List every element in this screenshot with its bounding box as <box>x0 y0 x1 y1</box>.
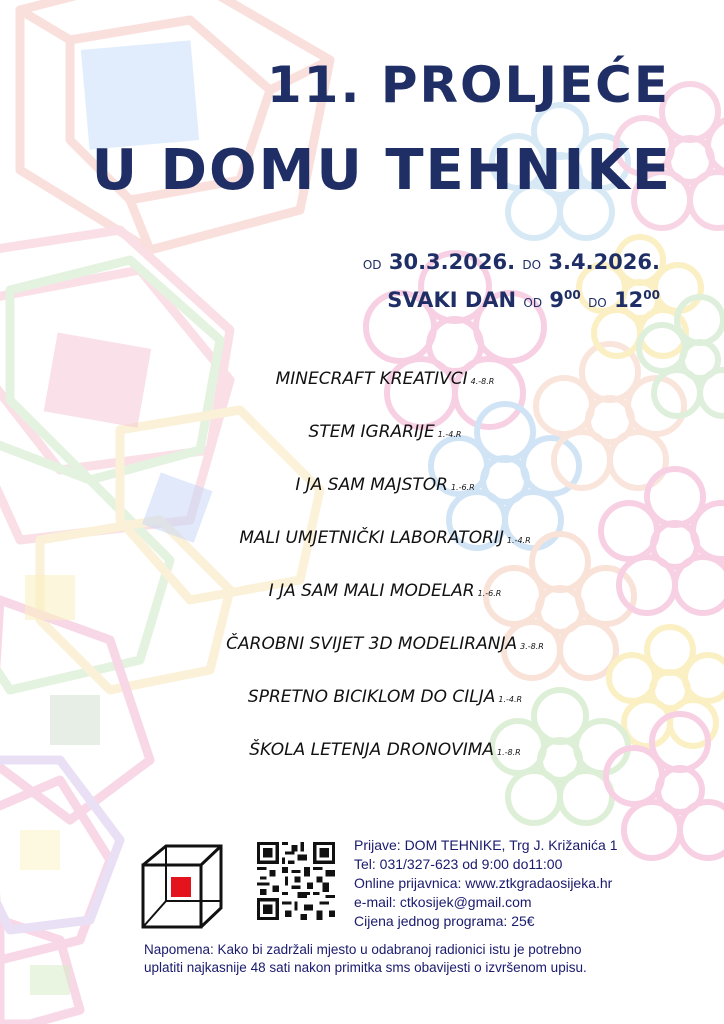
qr-code[interactable] <box>257 842 335 920</box>
square-blue-top <box>81 40 199 149</box>
price-text: Cijena jednog programa: 25€ <box>354 913 535 929</box>
program-item <box>200 684 570 737</box>
square-gray <box>50 695 100 745</box>
program-item <box>200 737 570 790</box>
date-from: 30.3.2026. <box>388 250 516 274</box>
program-grades: 1.-4.R <box>506 536 531 545</box>
time-from-minutes: 00 <box>564 288 581 302</box>
program-name: I JA SAM MAJSTOR <box>295 475 448 495</box>
date-from-word: OD <box>362 258 382 272</box>
square-pink <box>44 332 151 427</box>
square-lightyellow <box>20 830 60 870</box>
note <box>144 941 587 977</box>
date-to-word: DO <box>522 258 542 272</box>
time-to-word: DO <box>588 296 607 310</box>
phone-hours: Tel: 031/327-623 od 9:00 do11:00 <box>354 856 563 872</box>
program-list <box>200 366 570 790</box>
contact-info <box>354 836 617 931</box>
program-item <box>200 631 570 684</box>
time-to-minutes: 00 <box>643 288 660 302</box>
time-to-hour: 12 <box>614 288 644 312</box>
program-grades: 4.-8.R <box>470 377 495 386</box>
program-name: STEM IGRARIJE <box>308 422 435 442</box>
daily-hours <box>387 288 660 312</box>
program-name: I JA SAM MALI MODELAR <box>268 581 475 601</box>
note-line-1: Napomena: Kako bi zadržali mjesto u odabranoj radionici istu je potrebno <box>144 942 582 957</box>
title-line-1: 11. PROLJEĆE <box>266 56 670 114</box>
program-grades: 1.-8.R <box>497 748 521 757</box>
program-grades: 1.-6.R <box>450 483 475 492</box>
program-name: ŠKOLA LETENJA DRONOVIMA <box>249 740 495 760</box>
email-link[interactable]: e-mail: ctkosijek@gmail.com <box>354 894 532 910</box>
title-line-2: U DOMU TEHNIKE <box>91 138 672 203</box>
online-registration-link[interactable]: Online prijavnica: www.ztkgradaosijeka.hr <box>354 875 613 891</box>
square-yellow <box>25 575 75 620</box>
program-name: SPRETNO BICIKLOM DO CILJA <box>247 687 496 707</box>
date-to: 3.4.2026. <box>548 250 660 274</box>
square-green <box>30 965 70 995</box>
program-item <box>200 419 570 472</box>
program-grades: 1.-6.R <box>477 589 502 598</box>
daily-word: SVAKI DAN <box>387 288 517 312</box>
flower-pink-mid <box>601 469 724 613</box>
note-line-2: uplatiti najkasnije 48 sati nakon primitka sms obavijesti o izvršenom upisu. <box>144 960 587 975</box>
program-grades: 1.-4.R <box>437 430 462 439</box>
dom-tehnike-logo <box>140 843 224 931</box>
program-item <box>200 578 570 631</box>
program-item <box>200 472 570 525</box>
program-name: ČAROBNI SVIJET 3D MODELIRANJA <box>226 634 518 654</box>
time-from-hour: 9 <box>549 288 565 312</box>
program-name: MALI UMJETNIČKI LABORATORIJ <box>239 528 504 548</box>
date-range <box>363 250 660 274</box>
time-from-word: OD <box>523 296 543 310</box>
program-item <box>200 366 570 419</box>
program-grades: 3.-8.R <box>520 642 544 651</box>
program-grades: 1.-4.R <box>498 695 523 704</box>
program-item <box>200 525 570 578</box>
program-name: MINECRAFT KREATIVCI <box>275 369 468 389</box>
registration-address: Prijave: DOM TEHNIKE, Trg J. Križanića 1 <box>354 837 618 853</box>
